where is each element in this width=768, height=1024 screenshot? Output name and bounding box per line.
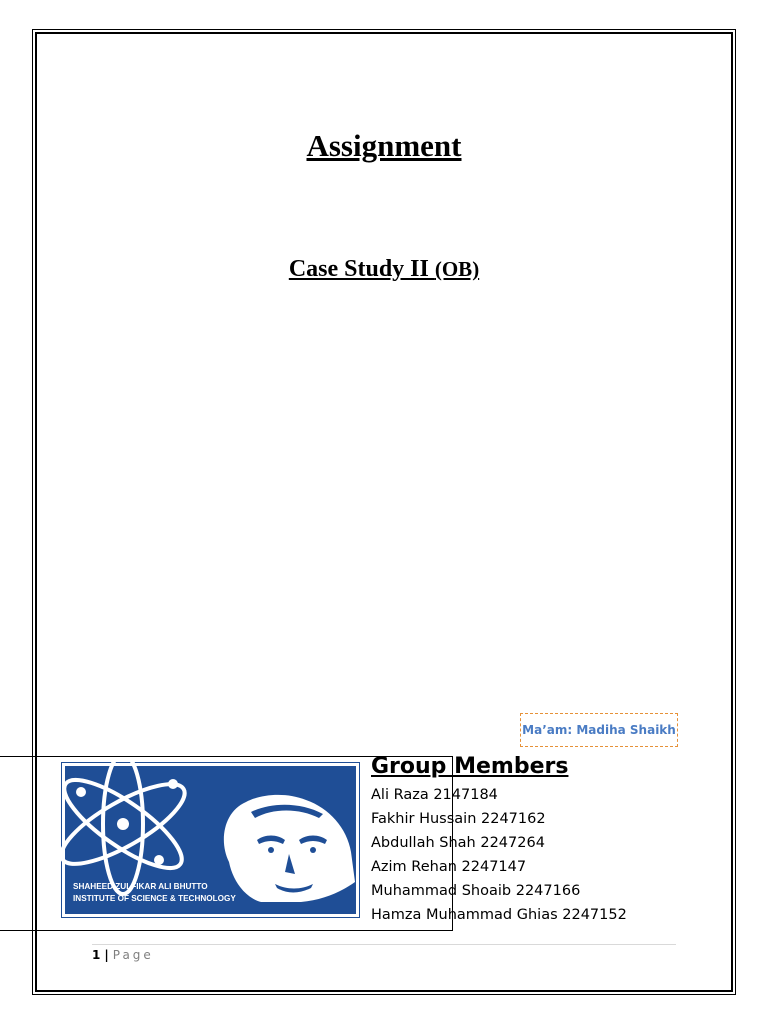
group-member: Ali Raza 2147184 [371,787,498,803]
institute-logo [61,762,360,918]
teacher-label-box [520,713,678,747]
footer-separator: | [104,948,109,962]
group-member: Azim Rehan 2247147 [371,859,527,875]
group-members-heading: Group Members [371,754,569,779]
group-member: Fakhir Hussain 2247162 [371,811,546,827]
teacher-label: Ma’am: Madiha Shaikh [522,723,676,737]
subtitle-main: Case Study II [288,256,435,282]
subtitle-paren: (OB) [434,257,480,281]
page-word: Page [112,948,154,962]
logo-line1: SHAHEED ZULFIKAR ALI BHUTTO [73,882,208,891]
logo-line2: INSTITUTE OF SCIENCE & TECHNOLOGY [73,894,236,903]
group-member: Abdullah Shah 2247264 [371,835,545,851]
page-footer [92,948,154,962]
group-member: Muhammad Shoaib 2247166 [371,883,581,899]
document-title: Assignment [306,128,462,163]
page-number: 1 [92,948,101,962]
group-member: Hamza Muhammad Ghias 2247152 [371,907,627,923]
document-subtitle [0,256,768,283]
footer-divider [92,944,676,945]
